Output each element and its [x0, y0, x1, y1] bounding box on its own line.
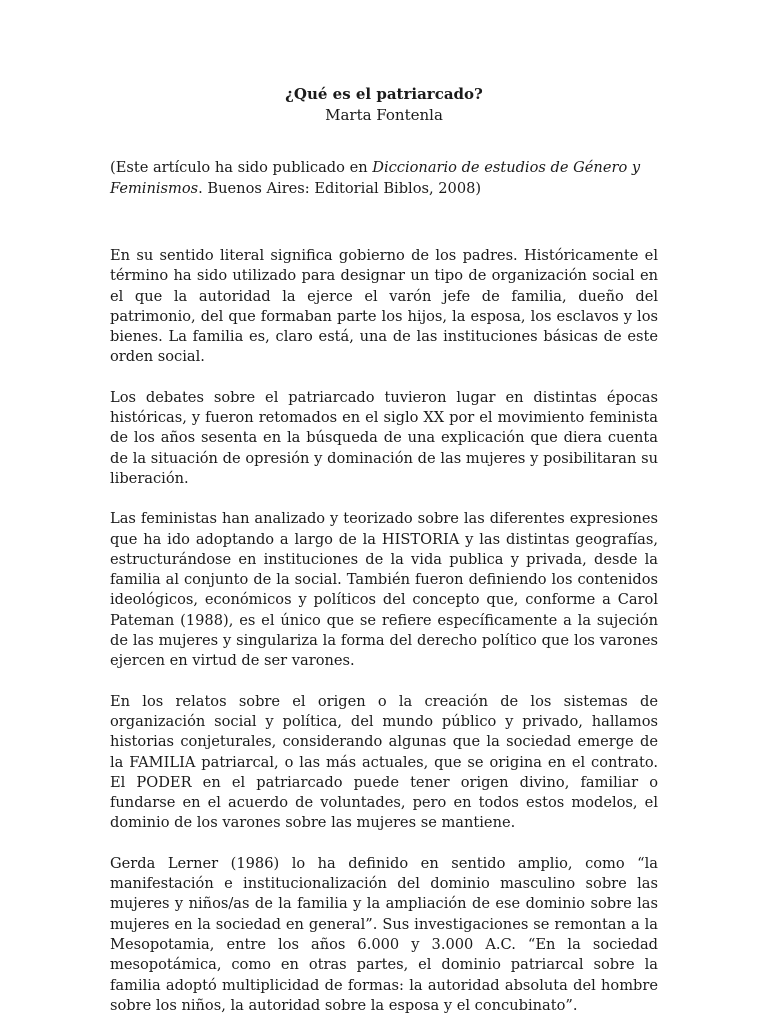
paragraph-5: Gerda Lerner (1986) lo ha definido en sentido amplio, como “la manifestación e institucionalización del dominio masculino sobre las mujeres y niños/as de la familia y la ampliación de ese dominio sobre las mujeres en la sociedad en general”. Sus investigaciones se remontan a la Mesopotamia, entre los años 6.000 y 3.000 A.C. “En la sociedad mesopotámica, como en otras partes, el dominio patriarcal sobre la familia adoptó multiplicidad de formas: la autoridad absoluta del hombre sobre los niños, la autoridad sobre la esposa y el concubinato”. [110, 854, 658, 1014]
article-author: Marta Fontenla [325, 106, 443, 124]
article-title: ¿Qué es el patriarcado? [285, 85, 483, 103]
note-suffix: . Buenos Aires: Editorial Biblos, 2008) [198, 180, 482, 197]
note-book-title: Diccionario de estudios de Género y Feminismos [110, 159, 641, 197]
paragraph-4: En los relatos sobre el origen o la creación de los sistemas de organización social y política, del mundo público y privado, hallamos historias conjeturales, considerando algunas que la sociedad emerge de la FAMILIA patriarcal, o las más actuales, que se origina en el contrato. El PODER en el patriarcado puede tener origen divino, familiar o fundarse en el acuerdo de voluntades, pero en todos estos modelos, el dominio de los varones sobre las mujeres se mantiene. [110, 692, 658, 832]
publication-note [110, 157, 658, 199]
paragraph-2: Los debates sobre el patriarcado tuvieron lugar en distintas épocas históricas, y fueron retomados en el siglo XX por el movimiento feminista de los años sesenta en la búsqueda de una explicación que diera cuenta de la situación de opresión y dominación de las mujeres y posibilitaran su liberación. [110, 388, 658, 487]
paragraph-1: En su sentido literal significa gobierno de los padres. Históricamente el término ha sido utilizado para designar un tipo de organización social en el que la autoridad la ejerce el varón jefe de familia, dueño del patrimonio, del que formaban parte los hijos, la esposa, los esclavos y los bienes. La familia es, claro está, una de las instituciones básicas de este orden social. [110, 247, 658, 366]
paragraph-3: Las feministas han analizado y teorizado sobre las diferentes expresiones que ha ido adoptando a largo de la HISTORIA y las distintas geografías, estructurándose en instituciones de la vida publica y privada, desde la familia al conjunto de la social. También fueron definiendo los contenidos ideológicos, económicos y políticos del concepto que, conforme a Carol Pateman (1988), es el único que se refiere específicamente a la sujeción de las mujeres y singulariza la forma del derecho político que los varones ejercen en virtud de ser varones. [110, 510, 658, 670]
note-prefix: (Este artículo ha sido publicado en [110, 159, 373, 176]
